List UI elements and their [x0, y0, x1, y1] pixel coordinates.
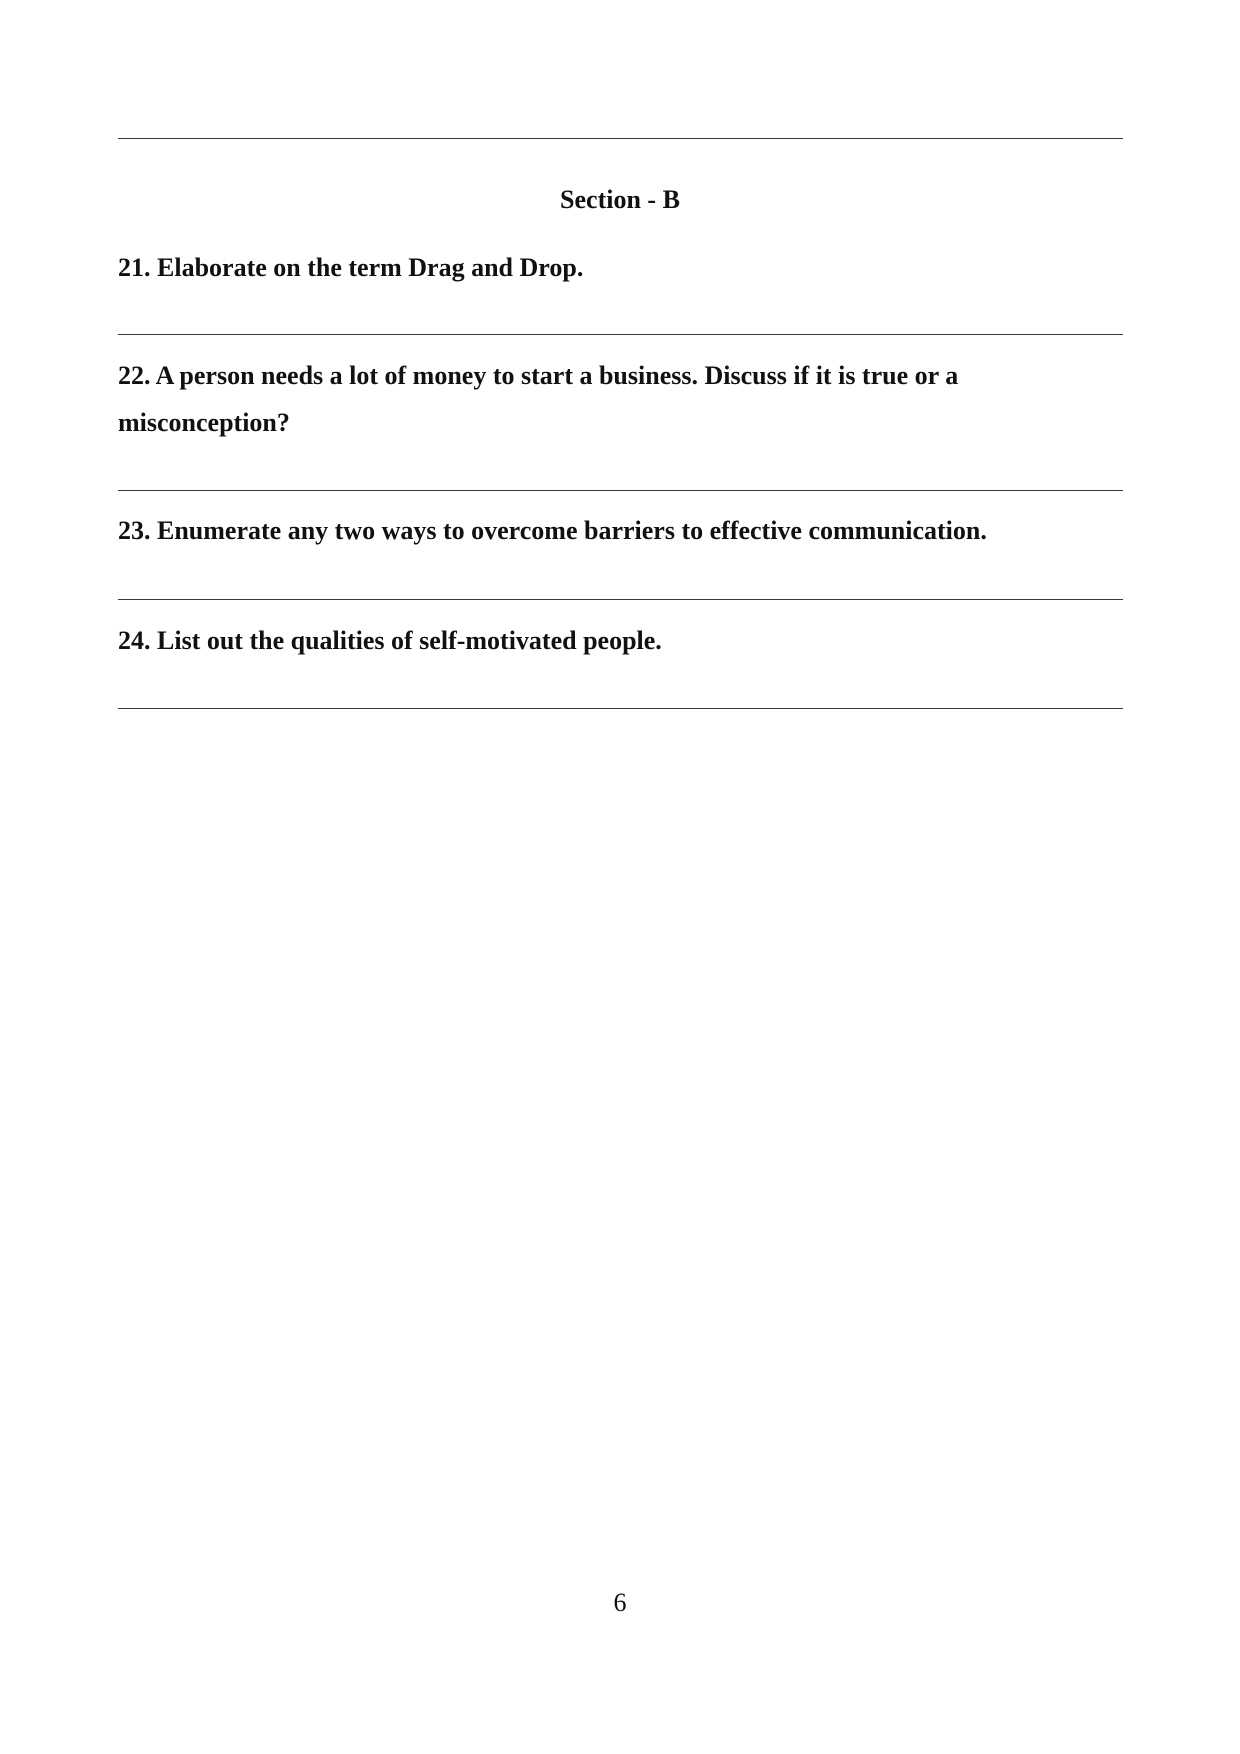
- question-21: 21. Elaborate on the term Drag and Drop.: [118, 253, 584, 282]
- question-divider: [118, 490, 1123, 491]
- question-24: 24. List out the qualities of self-motivated people.: [118, 626, 662, 655]
- question-divider: [118, 334, 1123, 335]
- question-23: 23. Enumerate any two ways to overcome barriers to effective communication.: [118, 516, 987, 545]
- section-title: Section - B: [560, 185, 680, 214]
- top-divider: [118, 138, 1123, 139]
- question-22: 22. A person needs a lot of money to start a business. Discuss if it is true or a misconception?: [118, 361, 959, 437]
- question-divider: [118, 599, 1123, 600]
- question-divider: [118, 708, 1123, 709]
- page-number: 6: [613, 1588, 627, 1617]
